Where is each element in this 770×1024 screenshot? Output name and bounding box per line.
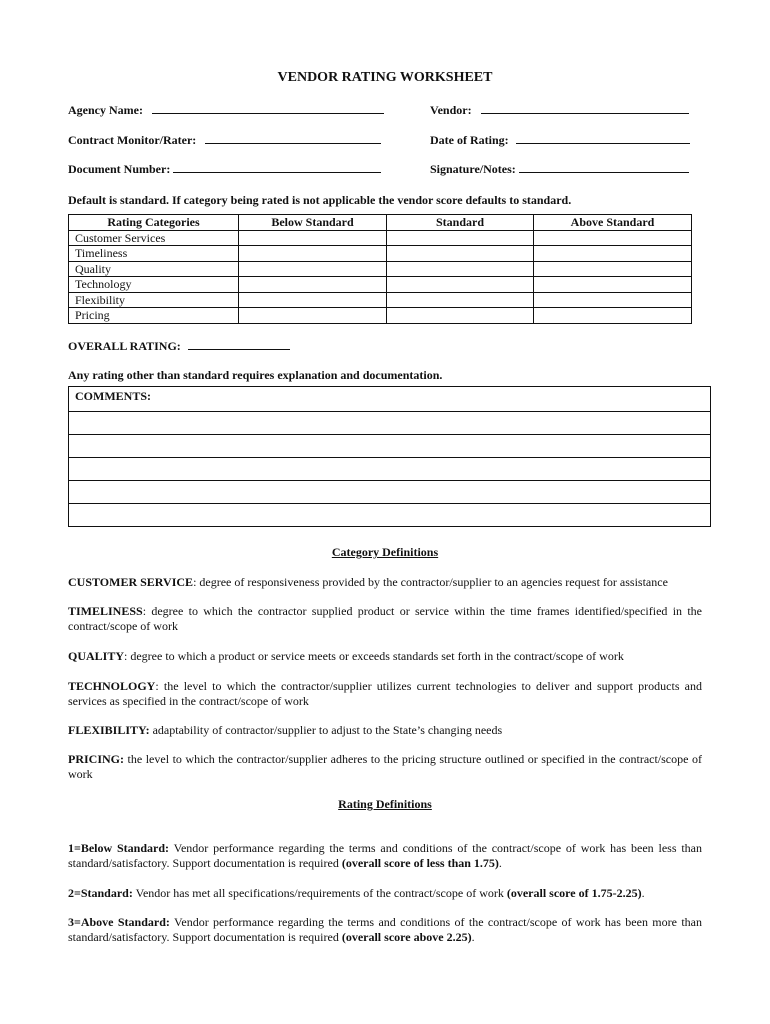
- cell-standard[interactable]: [387, 246, 534, 262]
- definition-pricing: [68, 752, 702, 782]
- table-row: [69, 277, 692, 293]
- rating-text: Vendor performance regarding the terms and conditions of the contract/scope of work has been more than standard/satisfactory. Support documentation is required: [68, 915, 702, 944]
- signature-notes-field: [430, 162, 689, 177]
- comment-line[interactable]: [69, 504, 711, 527]
- comments-table: [68, 386, 711, 527]
- rating-end: .: [471, 930, 475, 944]
- table-row: [69, 246, 692, 262]
- date-of-rating-label: Date of Rating:: [430, 133, 509, 147]
- category-technology: Technology: [69, 277, 239, 293]
- definition-text: the level to which the contractor/supplier adheres to the pricing structure outlined or specified in the contract/scope of work: [68, 752, 702, 781]
- definition-technology: [68, 679, 702, 709]
- definition-text: the level to which the contractor/supplier utilizes current technologies to deliver and support products and services as specified in the contract/scope of work: [68, 679, 702, 708]
- rating-definition-below-standard: [68, 841, 702, 871]
- default-note: Default is standard. If category being rated is not applicable the vendor score defaults to standard.: [68, 193, 572, 207]
- cell-above-standard[interactable]: [534, 308, 692, 324]
- vendor-label: Vendor:: [430, 103, 472, 117]
- comment-line-row: [69, 458, 711, 481]
- cell-standard[interactable]: [387, 277, 534, 293]
- category-pricing: Pricing: [69, 308, 239, 324]
- document-number-field: [68, 162, 381, 177]
- contract-monitor-label: Contract Monitor/Rater:: [68, 133, 197, 147]
- category-quality: Quality: [69, 261, 239, 277]
- header-rating-categories: Rating Categories: [69, 215, 239, 231]
- header-standard: Standard: [387, 215, 534, 231]
- cell-below-standard[interactable]: [239, 246, 387, 262]
- rating-end: .: [498, 856, 502, 870]
- cell-above-standard[interactable]: [534, 261, 692, 277]
- comment-line[interactable]: [69, 481, 711, 504]
- overall-rating-label: OVERALL RATING:: [68, 339, 181, 353]
- definition-term: TECHNOLOGY: [68, 679, 156, 693]
- agency-name-field: [68, 103, 384, 118]
- rating-table-header: [69, 215, 692, 231]
- cell-below-standard[interactable]: [239, 277, 387, 293]
- rating-score: (overall score of 1.75-2.25): [506, 886, 642, 900]
- signature-notes-line[interactable]: [519, 162, 689, 173]
- definition-sep: :: [193, 575, 197, 589]
- rating-term: 3=Above Standard:: [68, 915, 170, 929]
- cell-above-standard[interactable]: [534, 246, 692, 262]
- explanation-note: Any rating other than standard requires explanation and documentation.: [68, 368, 443, 382]
- cell-standard[interactable]: [387, 261, 534, 277]
- agency-name-line[interactable]: [152, 103, 384, 114]
- cell-below-standard[interactable]: [239, 308, 387, 324]
- rating-definition-above-standard: [68, 915, 702, 945]
- rating-table: [68, 214, 692, 324]
- rating-score: (overall score above 2.25): [341, 930, 472, 944]
- definition-sep: :: [155, 679, 159, 693]
- table-row: [69, 308, 692, 324]
- cell-above-standard[interactable]: [534, 230, 692, 246]
- definition-text: degree to which a product or service meets or exceeds standards set forth in the contract/scope of work: [127, 649, 624, 663]
- definition-text: degree to which the contractor supplied product or service within the time frames identified/specified in the contract/scope of work: [68, 604, 702, 633]
- definition-term: QUALITY: [68, 649, 125, 663]
- definition-term: CUSTOMER SERVICE: [68, 575, 194, 589]
- rating-score: (overall score of less than 1.75): [341, 856, 499, 870]
- comment-line-row: [69, 504, 711, 527]
- page-title: VENDOR RATING WORKSHEET: [277, 70, 493, 85]
- comment-line-row: [69, 481, 711, 504]
- definition-sep: :: [124, 649, 128, 663]
- agency-name-label: Agency Name:: [68, 103, 143, 117]
- contract-monitor-line[interactable]: [205, 133, 381, 144]
- date-of-rating-line[interactable]: [516, 133, 690, 144]
- comments-header-row: [69, 387, 711, 412]
- cell-below-standard[interactable]: [239, 230, 387, 246]
- rating-end: .: [641, 886, 645, 900]
- rating-text: Vendor has met all specifications/requirements of the contract/scope of work: [132, 886, 507, 900]
- cell-above-standard[interactable]: [534, 277, 692, 293]
- category-customer-services: Customer Services: [69, 230, 239, 246]
- category-definitions-title: Category Definitions: [331, 545, 439, 559]
- rating-term: 2=Standard:: [68, 886, 133, 900]
- overall-rating-line[interactable]: [188, 339, 290, 350]
- signature-notes-label: Signature/Notes:: [430, 162, 516, 176]
- cell-below-standard[interactable]: [239, 261, 387, 277]
- comments-label: COMMENTS:: [69, 387, 711, 412]
- definition-term: FLEXIBILITY:: [68, 723, 150, 737]
- definition-text: adaptability of contractor/supplier to adjust to the State’s changing needs: [149, 723, 503, 737]
- definition-timeliness: [68, 604, 702, 634]
- table-row: [69, 292, 692, 308]
- rating-definitions-title: Rating Definitions: [338, 797, 432, 811]
- definition-term: TIMELINESS: [68, 604, 143, 618]
- cell-standard[interactable]: [387, 308, 534, 324]
- table-row: [69, 261, 692, 277]
- vendor-line[interactable]: [481, 103, 689, 114]
- definition-sep: :: [142, 604, 147, 618]
- comment-line[interactable]: [69, 458, 711, 481]
- document-number-label: Document Number:: [68, 162, 171, 176]
- date-of-rating-field: [430, 133, 690, 148]
- comment-line-row: [69, 435, 711, 458]
- header-below-standard: Below Standard: [239, 215, 387, 231]
- definition-term: PRICING:: [68, 752, 124, 766]
- rating-term: 1=Below Standard:: [68, 841, 170, 855]
- definition-flexibility: [68, 723, 702, 738]
- contract-monitor-field: [68, 133, 381, 148]
- overall-rating: [68, 339, 290, 354]
- definition-text: degree of responsiveness provided by the contractor/supplier to an agencies request for assistance: [196, 575, 668, 589]
- rating-definition-standard: [68, 886, 702, 901]
- cell-standard[interactable]: [387, 230, 534, 246]
- category-flexibility: Flexibility: [69, 292, 239, 308]
- category-timeliness: Timeliness: [69, 246, 239, 262]
- comment-line[interactable]: [69, 435, 711, 458]
- comment-line-row: [69, 412, 711, 435]
- definition-quality: [68, 649, 702, 664]
- comment-line[interactable]: [69, 412, 711, 435]
- table-row: [69, 230, 692, 246]
- header-above-standard: Above Standard: [534, 215, 692, 231]
- rating-text: Vendor performance regarding the terms and conditions of the contract/scope of work has been less than standard/satisfactory. Support documentation is required: [68, 841, 702, 870]
- vendor-field: [430, 103, 689, 118]
- cell-above-standard[interactable]: [534, 292, 692, 308]
- cell-standard[interactable]: [387, 292, 534, 308]
- definition-customer-service: [68, 575, 702, 590]
- document-number-line[interactable]: [173, 162, 381, 173]
- cell-below-standard[interactable]: [239, 292, 387, 308]
